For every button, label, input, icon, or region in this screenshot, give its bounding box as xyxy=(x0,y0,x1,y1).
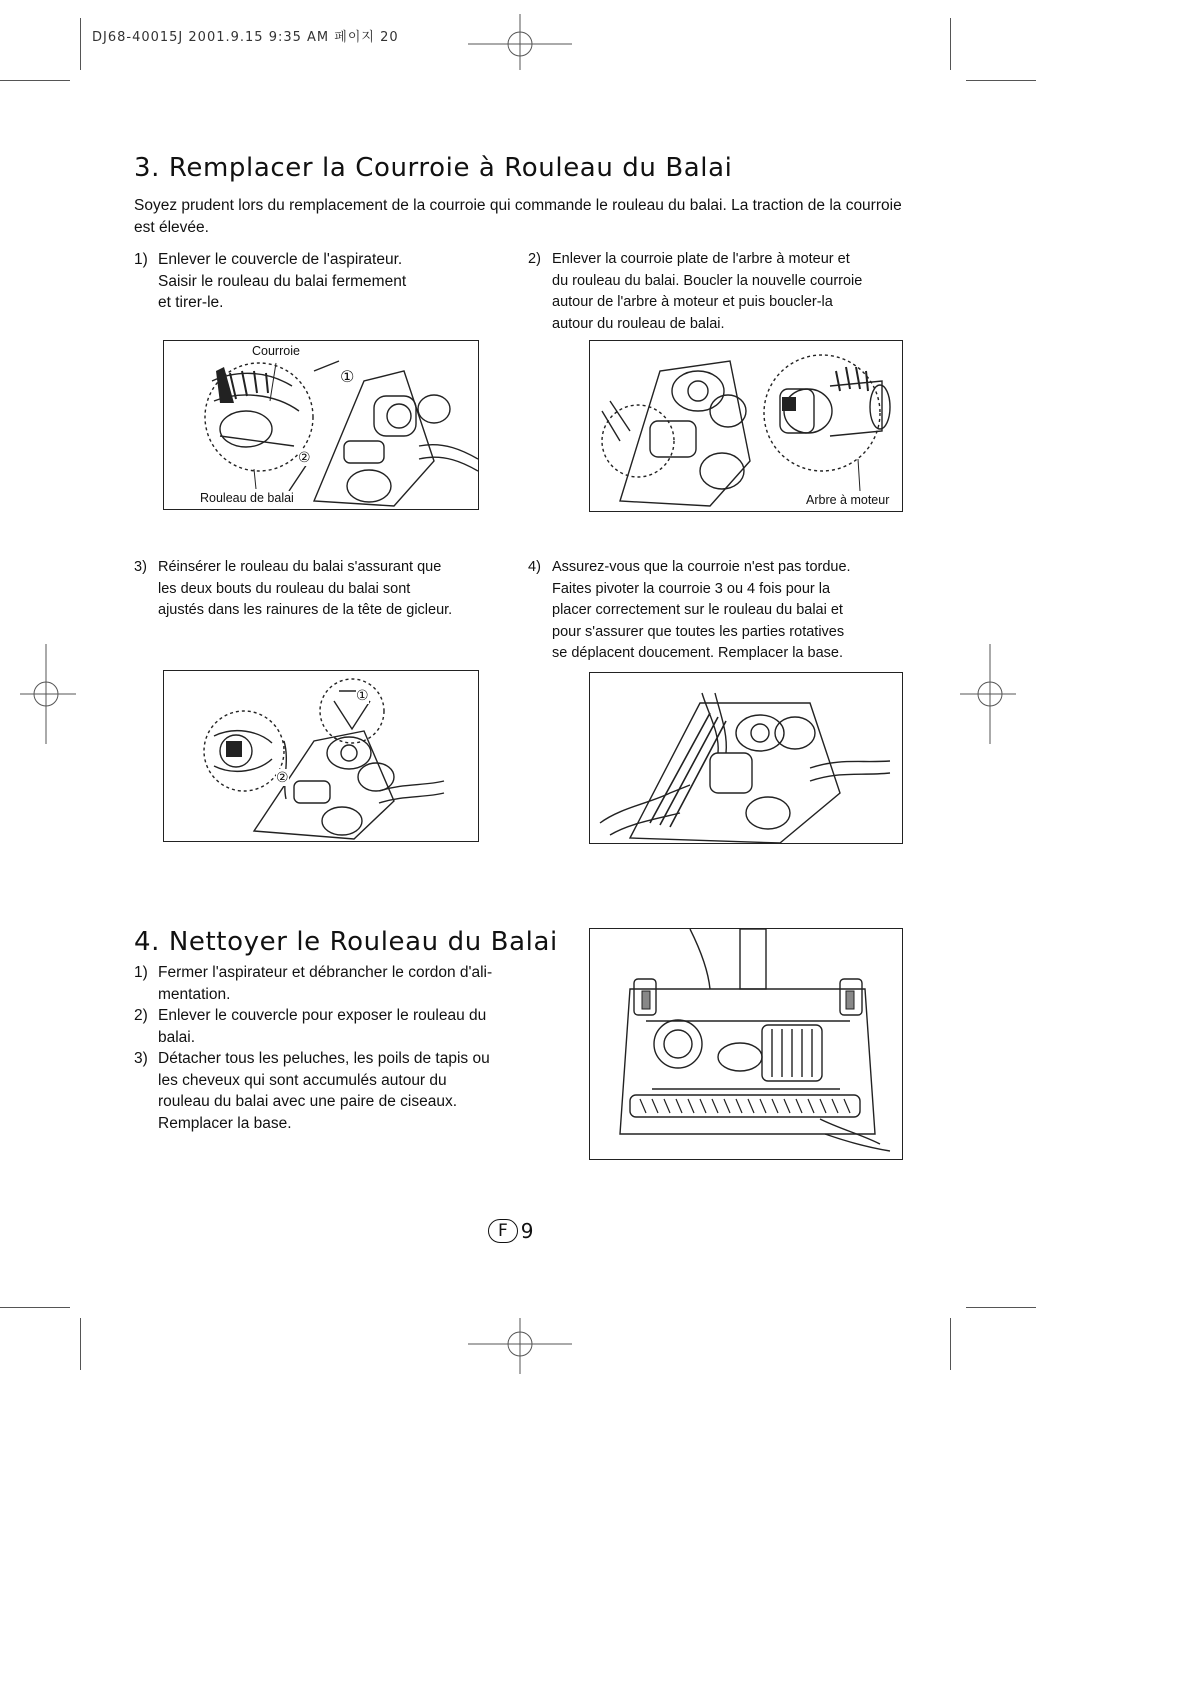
step-line: autour de l'arbre à moteur et puis boucler-la xyxy=(552,294,833,310)
figure-marker-2: ② xyxy=(276,769,289,785)
figure-roller-cleaning xyxy=(589,928,903,1160)
step-number: 2) xyxy=(134,1007,148,1024)
step-line: ajustés dans les rainures de la tête de gicleur. xyxy=(158,602,453,618)
section-4-title: 4. Nettoyer le Rouleau du Balai xyxy=(134,927,558,957)
figure-marker-1: ① xyxy=(340,369,355,386)
step-number: 3) xyxy=(134,1050,148,1067)
step-line: Remplacer la base. xyxy=(158,1114,292,1132)
step-line: les deux bouts du rouleau du balai sont xyxy=(158,580,411,597)
section-4-steps xyxy=(134,962,554,1134)
step-1 xyxy=(134,249,494,314)
page-number xyxy=(488,1219,534,1243)
section-3-title: 3. Remplacer la Courroie à Rouleau du Balai xyxy=(134,153,733,183)
step-line: se déplacent doucement. Remplacer la base. xyxy=(552,645,843,661)
registration-mark xyxy=(468,14,572,70)
step-line: rouleau du balai avec une paire de ciseaux. xyxy=(158,1093,458,1110)
step-line: Faites pivoter la courroie 3 ou 4 fois pour la xyxy=(552,580,831,597)
figure-illustration xyxy=(590,341,902,511)
registration-mark xyxy=(960,644,1016,744)
step-line: Enlever la courroie plate de l'arbre à moteur et xyxy=(552,251,850,267)
page-number-value: 9 xyxy=(520,1219,534,1243)
crop-mark xyxy=(950,18,951,70)
step-line: Enlever le couvercle pour exposer le rouleau du xyxy=(158,1007,487,1024)
figure-label-arbre: Arbre à moteur xyxy=(806,493,890,507)
figure-illustration xyxy=(164,341,478,509)
figure-marker-2: ② xyxy=(298,449,311,465)
figure-label-rouleau: Rouleau de balai xyxy=(200,491,294,505)
step-line: Détacher tous les peluches, les poils de tapis ou xyxy=(158,1050,490,1067)
figure-belt-removal xyxy=(163,340,479,510)
step-line: Réinsérer le rouleau du balai s'assurant que xyxy=(158,559,442,575)
crop-mark xyxy=(0,1307,70,1308)
step-line: autour du rouleau de balai. xyxy=(552,315,725,332)
crop-mark xyxy=(80,1318,81,1370)
section-3-intro: Soyez prudent lors du remplacement de la courroie qui commande le rouleau du balai. La traction de la courroie est élevée. xyxy=(134,197,902,236)
step-line: placer correctement sur le rouleau du balai et xyxy=(552,602,843,618)
step-2 xyxy=(528,249,918,335)
step-line: pour s'assurer que toutes les parties rotatives xyxy=(552,623,845,640)
crop-mark xyxy=(966,80,1036,81)
step-number: 3) xyxy=(134,559,147,575)
crop-mark xyxy=(950,1318,951,1370)
figure-belt-install xyxy=(589,340,903,512)
step-3 xyxy=(134,557,514,622)
crop-mark xyxy=(966,1307,1036,1308)
step-line: Fermer l'aspirateur et débrancher le cordon d'ali- xyxy=(158,964,493,981)
registration-mark xyxy=(20,644,76,744)
step-number: 1) xyxy=(134,251,148,268)
step-line: les cheveux qui sont accumulés autour du xyxy=(158,1071,447,1089)
language-badge: F xyxy=(488,1219,518,1243)
step-line: mentation. xyxy=(158,985,231,1003)
step-line: Saisir le rouleau du balai fermement xyxy=(158,272,407,290)
step-line: du rouleau du balai. Boucler la nouvelle courroie xyxy=(552,272,863,289)
step-number: 4) xyxy=(528,559,541,575)
figure-illustration xyxy=(590,673,902,843)
registration-mark xyxy=(468,1318,572,1374)
figure-belt-check xyxy=(589,672,903,844)
step-number: 1) xyxy=(134,964,148,981)
figure-roller-reinsert xyxy=(163,670,479,842)
crop-mark xyxy=(0,80,70,81)
step-line: Enlever le couvercle de l'aspirateur. xyxy=(158,251,403,268)
step-line: et tirer-le. xyxy=(158,294,224,311)
print-metadata: DJ68-40015J 2001.9.15 9:35 AM 페이지 20 xyxy=(92,30,399,45)
figure-marker-1: ① xyxy=(356,687,369,703)
figure-label-courroie: Courroie xyxy=(252,344,300,358)
step-number: 2) xyxy=(528,251,541,267)
step-line: Assurez-vous que la courroie n'est pas tordue. xyxy=(552,559,851,575)
figure-illustration xyxy=(590,929,902,1159)
step-4 xyxy=(528,557,928,665)
step-line: balai. xyxy=(158,1028,196,1046)
crop-mark xyxy=(80,18,81,70)
figure-illustration xyxy=(164,671,478,841)
